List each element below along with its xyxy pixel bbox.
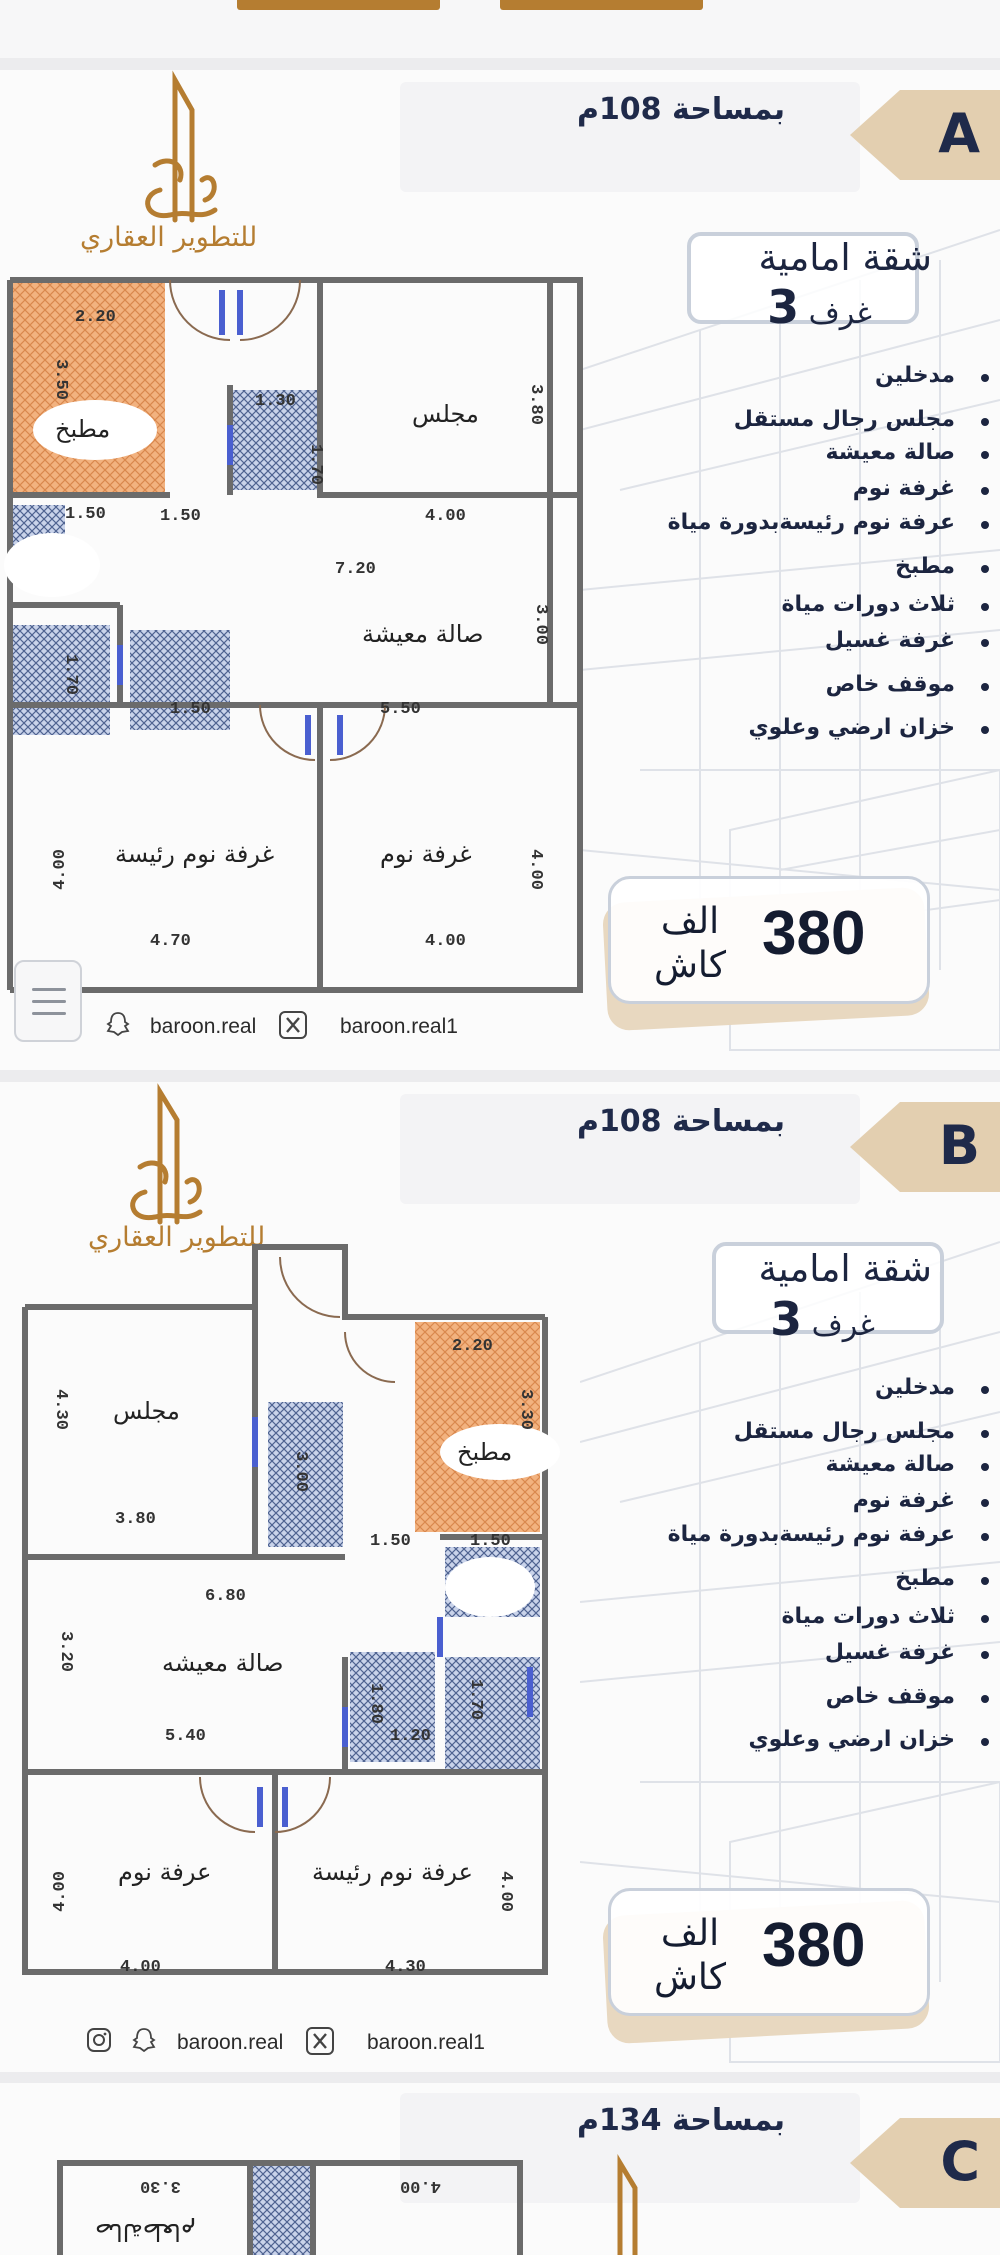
price-value: 380 <box>762 899 866 968</box>
apartment-letter: C <box>940 2130 980 2193</box>
snapchat-icon[interactable] <box>104 1010 132 1038</box>
room-count <box>770 1292 875 1346</box>
dim-label: 3.80 <box>115 1510 156 1529</box>
dim-label: 4.00 <box>425 932 466 951</box>
room-majlis: مجلس <box>412 400 479 428</box>
dim-label: 7.20 <box>335 560 376 579</box>
feature-item: عرفة نوم رئيسةبدورة مياة <box>667 510 955 535</box>
room-majlis: مجلس <box>113 1397 180 1425</box>
dim-label: 2.20 <box>452 1337 493 1356</box>
dim-label: 1.70 <box>465 1679 485 1720</box>
feature-item: مدخلين <box>875 1375 955 1400</box>
feature-item: موقف خاص <box>825 1684 955 1709</box>
dim-label: 1.50 <box>160 507 201 526</box>
feature-item: صالة معيشة <box>825 440 955 465</box>
dim-label: 6.80 <box>205 1587 246 1606</box>
dim-label: 4.30 <box>385 1958 426 1977</box>
price-unit-cash: كاش <box>653 1957 727 1998</box>
x-twitter-icon[interactable] <box>278 1010 308 1040</box>
apartment-letter: A <box>938 102 980 165</box>
dim-label: 1.50 <box>370 1532 411 1551</box>
dim-label: 4.70 <box>150 932 191 951</box>
dim-label: 4.30 <box>50 1389 70 1430</box>
dim-label: 3.80 <box>525 384 545 425</box>
dim-label: 4.00 <box>120 1958 161 1977</box>
room-count-label: غرف <box>808 296 872 331</box>
feature-item: مجلس رجال مستقل <box>733 407 955 432</box>
feature-item: مجلس رجال مستقل <box>733 1419 955 1444</box>
area-label: بمساحة 108م <box>576 92 785 127</box>
feature-item: صالة معيشة <box>825 1452 955 1477</box>
baroon-logo-icon <box>130 70 240 240</box>
feature-item: غرفة غسيل <box>824 628 955 653</box>
dim-label: 3.30 <box>140 2176 181 2195</box>
room-living: صالة معيشه <box>162 1649 284 1677</box>
feature-item: موقف خاص <box>825 672 955 697</box>
snapchat-handle[interactable]: baroon.real <box>150 1015 257 1038</box>
floor-plan-a <box>0 275 600 1015</box>
dim-label: 4.00 <box>50 1871 70 1912</box>
logo-tagline: للتطوير العقاري <box>80 222 258 253</box>
feature-item: ثلاث دورات مياة <box>781 592 955 617</box>
feature-item: غرفة نوم <box>852 476 955 501</box>
dim-label: 1.20 <box>390 1727 431 1746</box>
room-count <box>767 280 872 334</box>
apartment-letter: B <box>938 1114 980 1177</box>
dim-label: 1.80 <box>365 1683 385 1724</box>
dim-label: 5.40 <box>165 1727 206 1746</box>
dim-label: 1.50 <box>470 1532 511 1551</box>
price-value: 380 <box>762 1911 866 1980</box>
room-master: غرفة نوم رئيسة <box>115 840 275 868</box>
snapchat-handle[interactable]: baroon.real <box>177 2031 284 2054</box>
feature-item: مدخلين <box>875 363 955 388</box>
x-handle[interactable]: baroon.real1 <box>367 2031 485 2054</box>
room-living: صالة معيشة <box>362 620 484 648</box>
apartment-card-a <box>0 70 1000 1070</box>
price-unit-thousand: الف <box>660 901 720 942</box>
apartment-card-b <box>0 1082 1000 2072</box>
feature-item: ثلاث دورات مياة <box>781 1604 955 1629</box>
dim-label: 3.30 <box>515 1389 535 1430</box>
room-count-number: 3 <box>767 280 800 334</box>
dim-label: 1.70 <box>60 654 80 695</box>
room-count-number: 3 <box>770 1292 803 1346</box>
price-unit <box>640 900 740 988</box>
feature-item: خزان ارضي وعلوي <box>748 1727 955 1752</box>
dim-label: 4.00 <box>495 1871 515 1912</box>
dim-label: 1.30 <box>255 392 296 411</box>
top-tab-2[interactable] <box>500 0 703 10</box>
price-unit-cash: كاش <box>653 945 727 986</box>
menu-button[interactable] <box>14 960 82 1042</box>
dim-label: 4.00 <box>525 849 545 890</box>
baroon-logo-icon <box>585 2153 665 2255</box>
dim-label: 4.00 <box>425 507 466 526</box>
dim-label: 1.70 <box>305 444 325 485</box>
top-tab-1[interactable] <box>237 0 440 10</box>
feature-item: خزان ارضي وعلوي <box>748 715 955 740</box>
room-bedroom: عرفة نوم <box>118 1858 212 1886</box>
snapchat-icon[interactable] <box>130 2026 158 2054</box>
feature-item: غرفة نوم <box>852 1488 955 1513</box>
feature-item: مطبخ <box>895 554 955 579</box>
instagram-icon[interactable] <box>85 2026 113 2054</box>
area-label: بمساحة 134م <box>576 2103 785 2138</box>
feature-item: عرفة نوم رئيسةبدورة مياة <box>667 1522 955 1547</box>
top-bar <box>0 0 1000 58</box>
dim-label: 4.00 <box>400 2176 441 2195</box>
room-count-label: غرف <box>811 1308 875 1343</box>
dim-label: 1.50 <box>170 700 211 719</box>
dim-label: 3.00 <box>530 604 550 645</box>
dim-label: 1.50 <box>65 505 106 524</box>
x-handle[interactable]: baroon.real1 <box>340 1015 458 1038</box>
dim-label: 2.20 <box>75 308 116 327</box>
baroon-logo-icon <box>115 1082 225 1232</box>
apartment-type: شقة امامية <box>758 1247 932 1290</box>
apartment-type: شقة امامية <box>758 236 932 279</box>
room-kitchen: مطبخ <box>457 1438 513 1466</box>
dim-label: 5.50 <box>380 700 421 719</box>
room-kitchen: مطبخ <box>55 415 111 443</box>
feature-item: مطبخ <box>895 1566 955 1591</box>
feature-item: غرفة غسيل <box>824 1640 955 1665</box>
room-bedroom: غرفة نوم <box>380 840 472 868</box>
dim-label: 3.20 <box>55 1631 75 1672</box>
area-label: بمساحة 108م <box>576 1104 785 1139</box>
room-living: صالةطعام <box>95 2218 196 2246</box>
x-twitter-icon[interactable] <box>305 2026 335 2056</box>
dim-label: 3.50 <box>50 359 70 400</box>
dim-label: 4.00 <box>50 849 70 890</box>
dim-label: 3.00 <box>290 1451 310 1492</box>
price-unit-thousand: الف <box>660 1913 720 1954</box>
price-unit <box>640 1912 740 2000</box>
room-master: عرفة نوم رئيسة <box>312 1858 473 1886</box>
logo-tagline: للتطوير العقاري <box>88 1222 266 1253</box>
apartment-card-c <box>0 2083 1000 2255</box>
